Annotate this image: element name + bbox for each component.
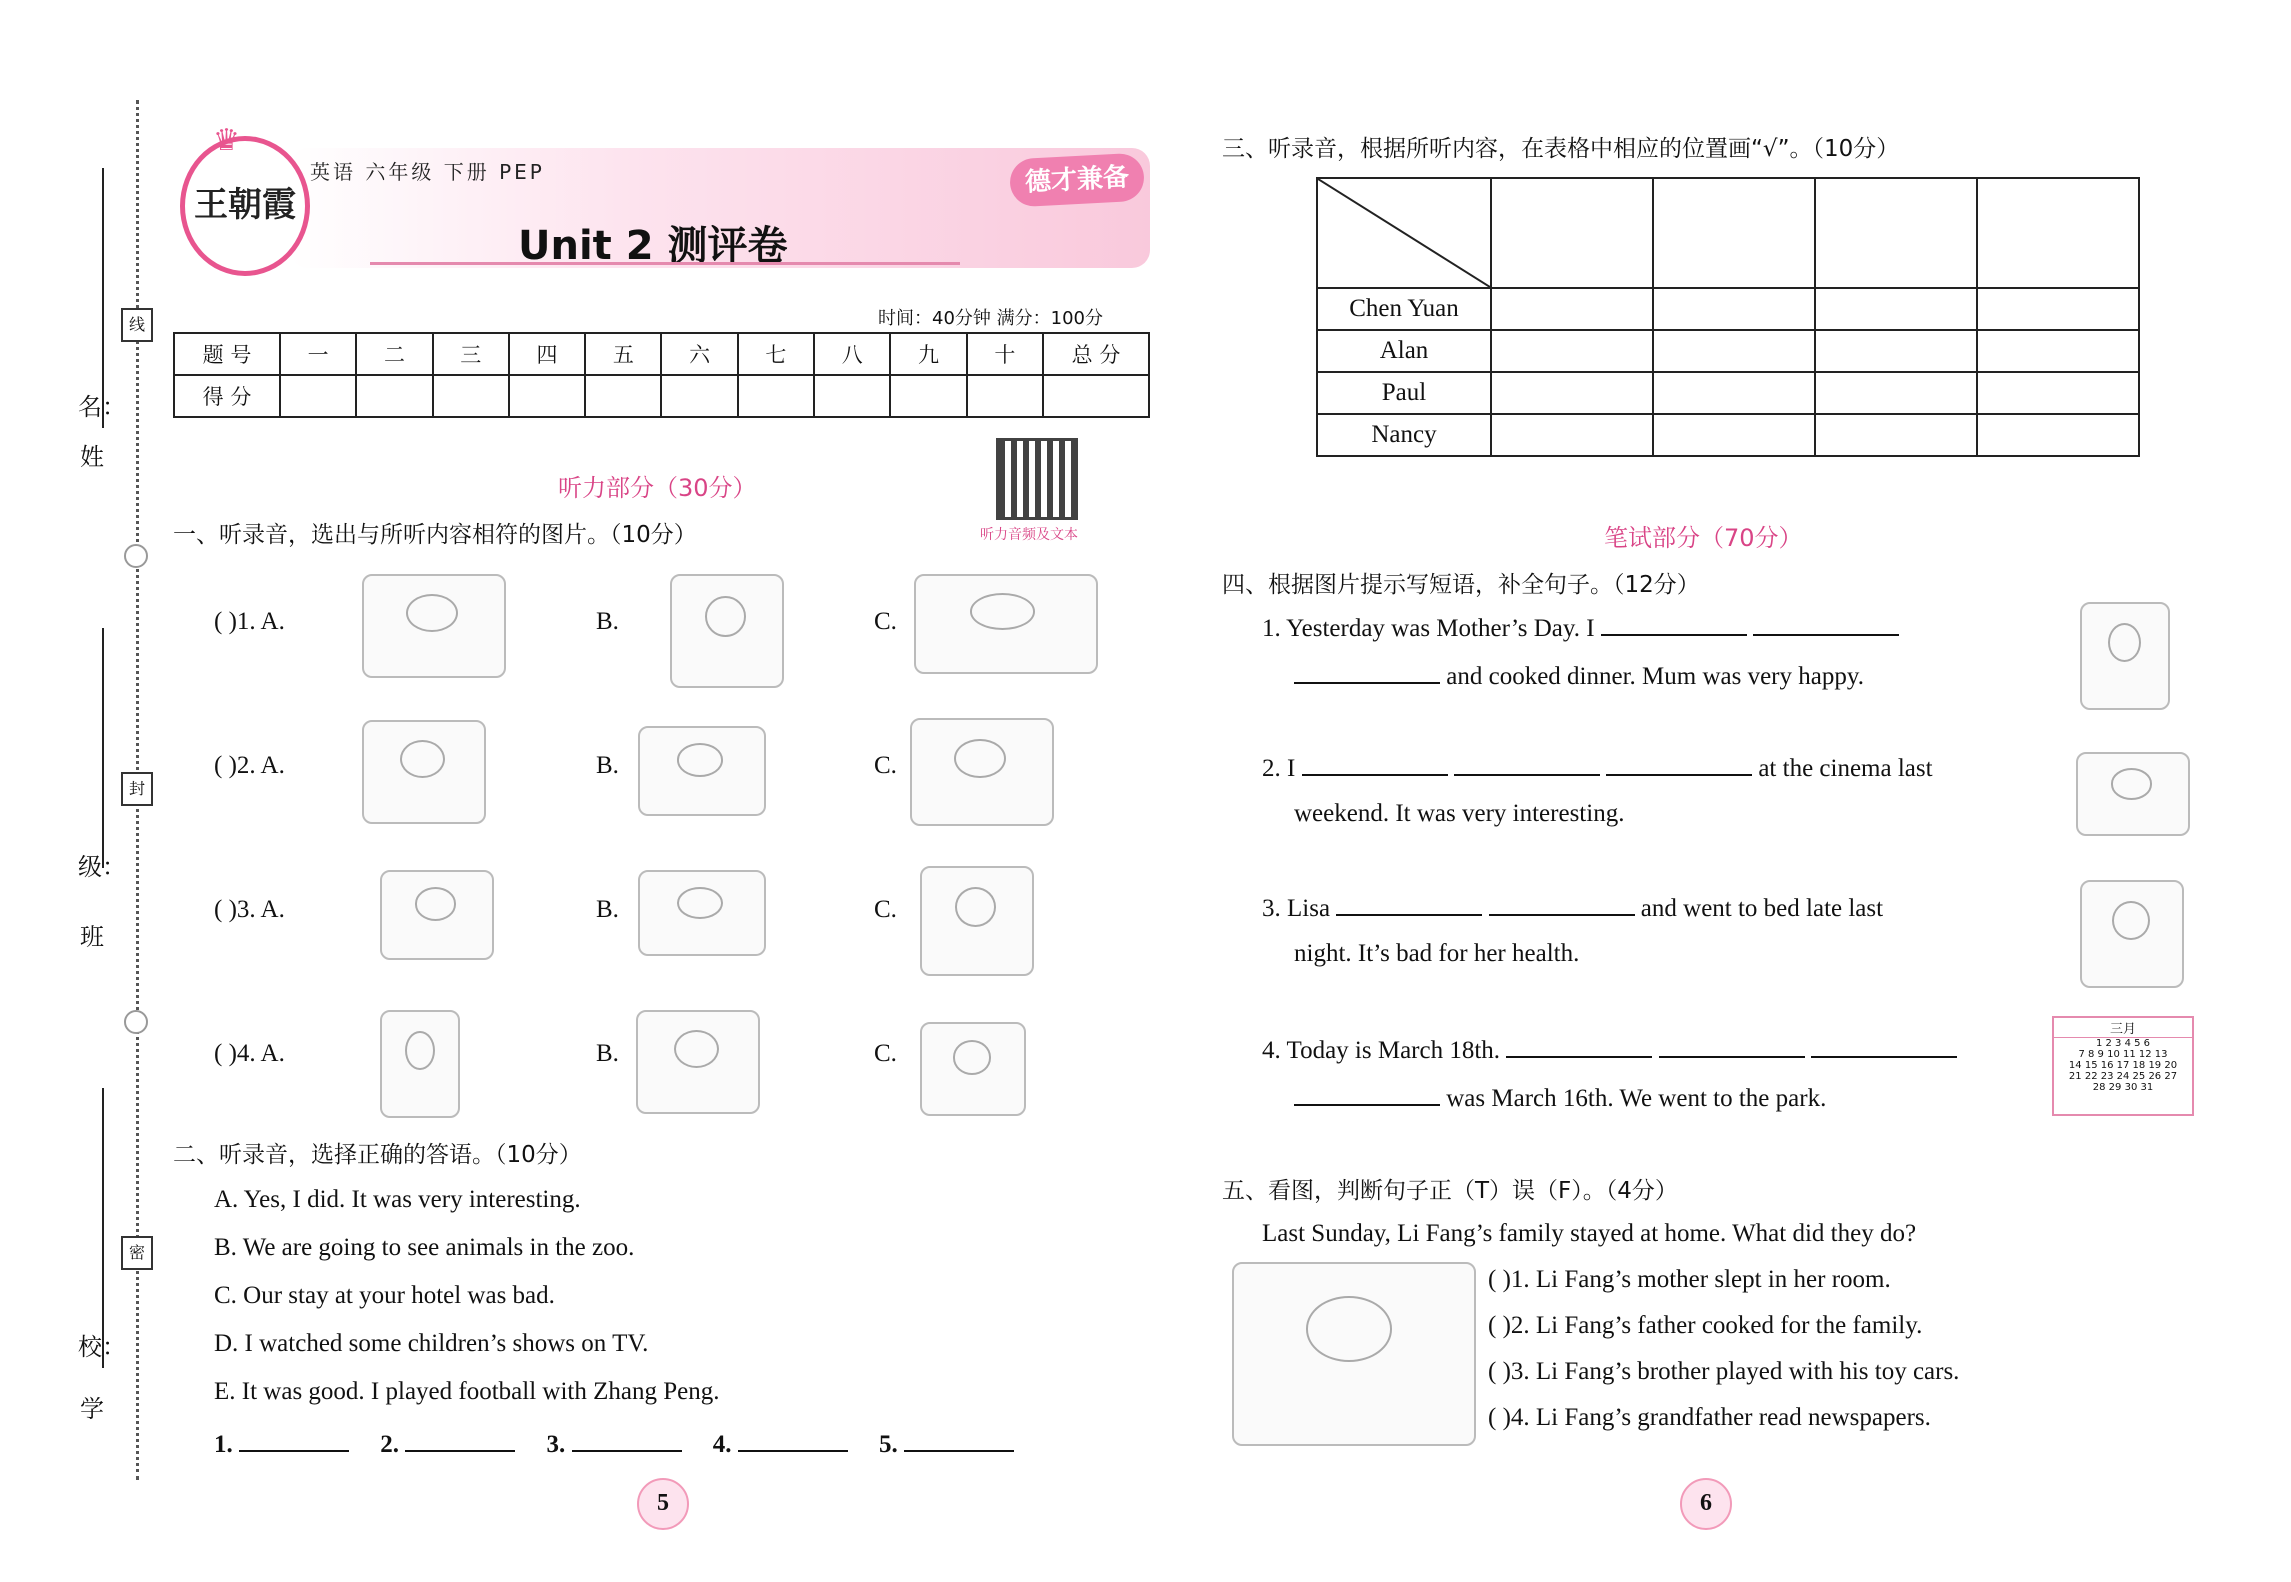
score-header-cell: 四 <box>509 333 585 375</box>
part2-option-d: D. I watched some children’s shows on TV. <box>214 1330 649 1357</box>
answer-blank[interactable] <box>738 1428 848 1452</box>
score-cell[interactable] <box>280 375 356 417</box>
q2-picture-b[interactable] <box>638 726 766 816</box>
page-title: Unit 2 测评卷 <box>518 223 788 269</box>
answer-number: 3. <box>546 1431 566 1458</box>
part2-option-c: C. Our stay at your hotel was bad. <box>214 1282 555 1309</box>
check-cell[interactable] <box>1977 330 2139 372</box>
score-cell[interactable] <box>509 375 585 417</box>
answer-blank[interactable] <box>1294 1082 1440 1106</box>
logo-text: 王朝霞 <box>194 185 296 225</box>
score-header-cell: 二 <box>356 333 432 375</box>
q3-text: 3. Lisa <box>1262 895 1331 922</box>
answer-number: 4. <box>712 1431 732 1458</box>
part5-item-1: ( )1. Li Fang’s mother slept in her room. <box>1488 1266 1891 1293</box>
score-table-header-row <box>174 333 1149 375</box>
check-row <box>1317 372 2139 414</box>
part4-picture-2 <box>2076 752 2190 836</box>
answer-blank[interactable] <box>1659 1034 1805 1058</box>
answer-blank[interactable] <box>1606 752 1752 776</box>
check-row-name: Alan <box>1317 330 1491 372</box>
score-header-cell: 一 <box>280 333 356 375</box>
binding-ring-icon <box>124 544 148 568</box>
check-cell[interactable] <box>1977 288 2139 330</box>
answer-blank[interactable] <box>904 1428 1014 1452</box>
cut-mark-close: 密 <box>121 1236 153 1270</box>
part2-answer-row <box>214 1428 1014 1459</box>
binding-ring-icon <box>124 1010 148 1034</box>
part1-heading: 一、听录音，选出与所听内容相符的图片。（10分） <box>173 522 697 548</box>
score-header-cell: 八 <box>814 333 890 375</box>
q3-option-c: C. <box>874 896 897 923</box>
q2-text: 2. I <box>1262 755 1296 782</box>
time-score-info: 时间：40分钟 满分：100分 <box>878 308 1103 329</box>
check-cell[interactable] <box>1815 414 1977 456</box>
answer-number: 5. <box>879 1431 898 1458</box>
school-write-line <box>102 1088 104 1368</box>
part4-q3-line2: night. It’s bad for her health. <box>1294 940 1580 967</box>
check-row-name: Chen Yuan <box>1317 288 1491 330</box>
q4-picture-a[interactable] <box>380 1010 460 1118</box>
check-cell[interactable] <box>1491 414 1653 456</box>
check-picture-3 <box>1815 178 1977 288</box>
score-header-cell: 七 <box>738 333 814 375</box>
title-underline <box>370 262 960 265</box>
score-header-cell: 题 号 <box>174 333 280 375</box>
answer-blank[interactable] <box>1336 892 1482 916</box>
q4-option-b: B. <box>596 1040 619 1067</box>
part5-item-4: ( )4. Li Fang’s grandfather read newspapers. <box>1488 1404 1931 1431</box>
q4-option-c: C. <box>874 1040 897 1067</box>
score-table-score-row <box>174 375 1149 417</box>
qr-caption: 听力音频及文本 <box>980 527 1078 543</box>
part5-item-2: ( )2. Li Fang’s father cooked for the family. <box>1488 1312 1923 1339</box>
q1-label: ( )1. A. <box>214 608 285 635</box>
q3-picture-a[interactable] <box>380 870 494 960</box>
answer-blank[interactable] <box>1753 612 1899 636</box>
q2-option-b: B. <box>596 752 619 779</box>
class-write-line <box>102 628 104 868</box>
answer-blank[interactable] <box>239 1428 349 1452</box>
part2-heading: 二、听录音，选择正确的答语。（10分） <box>173 1142 582 1168</box>
check-cell[interactable] <box>1653 330 1815 372</box>
q3-picture-b[interactable] <box>638 870 766 956</box>
answer-blank[interactable] <box>1506 1034 1652 1058</box>
check-row <box>1317 288 2139 330</box>
part3-heading: 三、听录音，根据所听内容，在表格中相应的位置画“√”。（10分） <box>1222 136 1900 162</box>
answer-number: 1. <box>214 1431 233 1458</box>
score-row-label: 得 分 <box>174 375 280 417</box>
crown-icon: ♛ <box>213 124 240 157</box>
score-cell[interactable] <box>1043 375 1149 417</box>
listening-section-title: 听力部分（30分） <box>558 474 757 502</box>
q3-text-end: and went to bed late last <box>1640 895 1884 922</box>
answer-blank[interactable] <box>1454 752 1600 776</box>
family-picture <box>1232 1262 1476 1446</box>
q4-text: 4. Today is March 18th. <box>1262 1037 1501 1064</box>
score-header-cell: 五 <box>585 333 661 375</box>
check-row-name: Paul <box>1317 372 1491 414</box>
writing-section-title: 笔试部分（70分） <box>1604 524 1803 552</box>
answer-blank[interactable] <box>572 1428 682 1452</box>
part4-picture-1 <box>2080 602 2170 710</box>
school-label-2: 校： <box>78 1333 126 1361</box>
part5-item-3: ( )3. Li Fang’s brother played with his toy cars. <box>1488 1358 1960 1385</box>
diagonal-line <box>1318 179 1490 287</box>
q1-picture-a[interactable] <box>362 574 506 678</box>
score-cell[interactable] <box>356 375 432 417</box>
q2-option-c: C. <box>874 752 897 779</box>
calendar-row: 21 22 23 24 25 26 27 <box>2068 1071 2178 1082</box>
page-number-left: 5 <box>637 1478 689 1530</box>
q2-label: ( )2. A. <box>214 752 285 779</box>
q3-option-b: B. <box>596 896 619 923</box>
score-header-cell: 三 <box>433 333 509 375</box>
calendar-title: 三月 <box>2054 1018 2192 1038</box>
check-row-name: Nancy <box>1317 414 1491 456</box>
motto-badge: 德才兼备 <box>1009 153 1145 208</box>
part4-q2-line2: weekend. It was very interesting. <box>1294 800 1625 827</box>
answer-blank[interactable] <box>1601 612 1747 636</box>
q3-picture-c[interactable] <box>920 866 1034 976</box>
check-cell[interactable] <box>1977 414 2139 456</box>
answer-blank[interactable] <box>1489 892 1635 916</box>
score-cell[interactable] <box>967 375 1043 417</box>
check-cell[interactable] <box>1491 288 1653 330</box>
check-cell[interactable] <box>1491 372 1653 414</box>
check-cell[interactable] <box>1815 288 1977 330</box>
check-picture-1 <box>1491 178 1653 288</box>
cut-mark-seal: 封 <box>121 772 153 806</box>
score-cell[interactable] <box>433 375 509 417</box>
part4-q3-line1 <box>1262 892 1883 923</box>
score-header-cell: 九 <box>890 333 966 375</box>
check-cell[interactable] <box>1653 414 1815 456</box>
cut-mark-line: 线 <box>121 308 153 342</box>
name-label-1: 姓 <box>80 443 104 471</box>
part5-heading: 五、看图，判断句子正（T）误（F）。（4分） <box>1222 1178 1678 1204</box>
score-cell[interactable] <box>585 375 661 417</box>
check-picture-4 <box>1977 178 2139 288</box>
check-picture-2 <box>1653 178 1815 288</box>
answer-blank[interactable] <box>1294 660 1440 684</box>
part4-q1-line1 <box>1262 612 1899 643</box>
answer-blank[interactable] <box>1302 752 1448 776</box>
march-calendar <box>2052 1016 2194 1116</box>
score-cell[interactable] <box>814 375 890 417</box>
part4-q4-line1 <box>1262 1034 1957 1065</box>
score-cell[interactable] <box>890 375 966 417</box>
check-cell[interactable] <box>1977 372 2139 414</box>
part3-check-table <box>1316 177 2140 457</box>
score-cell[interactable] <box>661 375 737 417</box>
part5-intro: Last Sunday, Li Fang’s family stayed at home. What did they do? <box>1262 1220 1917 1247</box>
q1-option-c: C. <box>874 608 897 635</box>
score-header-cell: 总 分 <box>1043 333 1149 375</box>
part4-q1-line2 <box>1294 660 1864 691</box>
calendar-row: 1 2 3 4 5 6 <box>2095 1038 2151 1049</box>
brand-logo <box>180 124 310 276</box>
q2-text-end: at the cinema last <box>1758 755 1933 782</box>
name-write-line <box>102 168 104 428</box>
answer-blank[interactable] <box>1811 1034 1957 1058</box>
q1-text: 1. Yesterday was Mother’s Day. I <box>1262 615 1595 642</box>
q4-text-end: was March 16th. We went to the park. <box>1446 1085 1827 1112</box>
calendar-row: 7 8 9 10 11 12 13 <box>2078 1049 2168 1060</box>
score-header-cell: 十 <box>967 333 1043 375</box>
q1-picture-b[interactable] <box>670 574 784 688</box>
part4-picture-3 <box>2080 880 2184 988</box>
q4-picture-b[interactable] <box>636 1010 760 1114</box>
check-cell[interactable] <box>1815 330 1977 372</box>
score-cell[interactable] <box>738 375 814 417</box>
q3-label: ( )3. A. <box>214 896 285 923</box>
part2-option-b: B. We are going to see animals in the zoo. <box>214 1234 635 1261</box>
check-row <box>1317 414 2139 456</box>
part4-q4-line2 <box>1294 1082 1826 1113</box>
check-cell[interactable] <box>1815 372 1977 414</box>
check-cell[interactable] <box>1653 288 1815 330</box>
q4-label: ( )4. A. <box>214 1040 285 1067</box>
school-label-1: 学 <box>80 1395 104 1423</box>
part4-q2-line1 <box>1262 752 1933 783</box>
q4-picture-c[interactable] <box>920 1022 1026 1116</box>
diagonal-corner-cell <box>1317 178 1491 288</box>
answer-number: 2. <box>380 1431 399 1458</box>
class-label-1: 班 <box>80 923 104 951</box>
part4-heading: 四、根据图片提示写短语，补全句子。（12分） <box>1222 572 1700 598</box>
q2-picture-a[interactable] <box>362 720 486 824</box>
calendar-row: 28 29 30 31 <box>2092 1082 2154 1093</box>
q2-picture-c[interactable] <box>910 718 1054 826</box>
check-cell[interactable] <box>1491 330 1653 372</box>
answer-blank[interactable] <box>405 1428 515 1452</box>
q1-picture-c[interactable] <box>914 574 1098 674</box>
class-label-2: 级： <box>78 853 126 881</box>
part2-option-e: E. It was good. I played football with Zhang Peng. <box>214 1378 720 1405</box>
check-row <box>1317 330 2139 372</box>
score-table <box>173 332 1150 418</box>
score-header-cell: 六 <box>661 333 737 375</box>
subject-meta: 英语 六年级 下册 PEP <box>310 160 545 184</box>
q1-option-b: B. <box>596 608 619 635</box>
page-number-right: 6 <box>1680 1478 1732 1530</box>
q1-text-end: and cooked dinner. Mum was very happy. <box>1446 663 1864 690</box>
name-label-2: 名： <box>78 393 126 421</box>
qr-code-icon[interactable] <box>996 438 1078 520</box>
part2-option-a: A. Yes, I did. It was very interesting. <box>214 1186 581 1213</box>
check-table-header <box>1317 178 2139 288</box>
check-cell[interactable] <box>1653 372 1815 414</box>
calendar-row: 14 15 16 17 18 19 20 <box>2068 1060 2178 1071</box>
